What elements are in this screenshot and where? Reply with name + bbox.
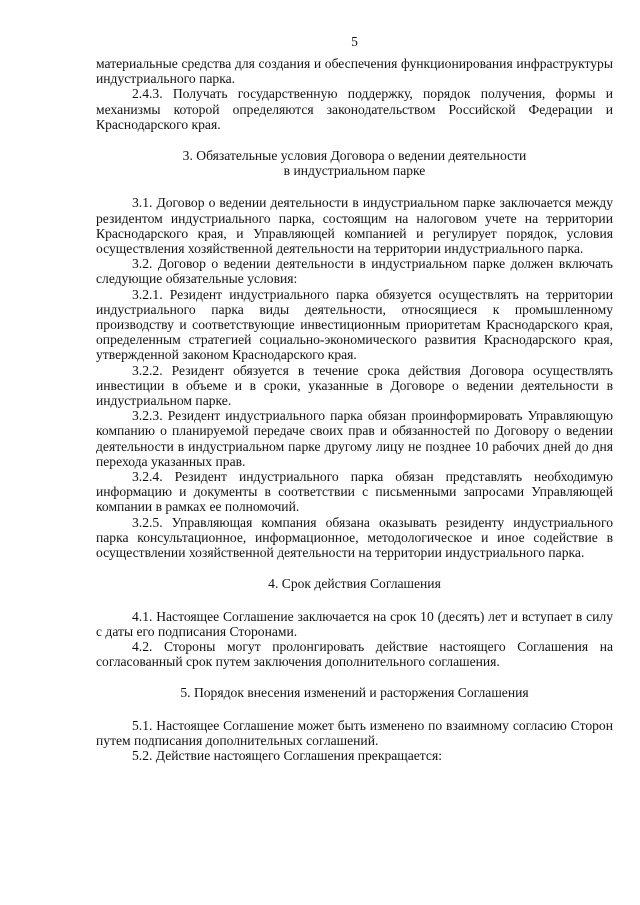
- paragraph-3-2-1: 3.2.1. Резидент индустриального парка обязуется осуществлять на территории индустриального парка виды деятельности, относящиеся к промышленному производству и соответствующие инвестиционным приоритетам Краснодарского края, определенным стратегией социально-экономического развития Краснодарского края, утвержденной законом Краснодарского края.: [96, 286, 613, 363]
- paragraph-3-2-5: 3.2.5. Управляющая компания обязана оказывать резиденту индустриального парка консультационное, информационное, методологическое и иное содействие в осуществлении хозяйственной деятельности на территории индустриального парка.: [96, 514, 613, 561]
- paragraph-3-2-3: 3.2.3. Резидент индустриального парка обязан проинформировать Управляющую компанию о планируемой передаче своих прав и обязанностей по Договору о ведении деятельности в индустриальном парке другому лицу не позднее 10 рабочих дней до дня перехода указанных прав.: [96, 408, 613, 469]
- paragraph-3-2-2: 3.2.2. Резидент обязуется в течение срока действия Договора осуществлять инвестиции в объеме и в сроки, указанные в Договоре о ведении деятельности в индустриальном парке.: [96, 362, 613, 409]
- page-number: 5: [351, 34, 358, 49]
- paragraph-continuation: материальные средства для создания и обеспечения функционирования инфраструктуры индустриального парка.: [96, 56, 613, 87]
- paragraph-3-2: 3.2. Договор о ведении деятельности в индустриальном парке должен включать следующие обязательные условия:: [96, 256, 613, 287]
- section-3-heading: [96, 148, 613, 178]
- section-4-heading: 4. Срок действия Соглашения: [268, 576, 441, 592]
- paragraph-4-1: 4.1. Настоящее Соглашение заключается на срок 10 (десять) лет и вступает в силу с даты его подписания Сторонами.: [96, 608, 613, 639]
- paragraph-4-2: 4.2. Стороны могут пролонгировать действие настоящего Соглашения на согласованный срок путем заключения дополнительного соглашения.: [96, 638, 613, 670]
- paragraph-2-4-3: 2.4.3. Получать государственную поддержку, порядок получения, формы и механизмы которой определяются законодательством Российской Федерации и Краснодарского края.: [96, 86, 613, 132]
- spacer: [96, 669, 613, 685]
- spacer: [96, 560, 613, 576]
- section-5-heading: 5. Порядок внесения изменений и расторжения Соглашения: [180, 685, 529, 701]
- paragraph-3-1: 3.1. Договор о ведении деятельности в индустриальном парке заключается между резидентом индустриального парка, состоящим на налоговом учете на территории Краснодарского края, и Управляющей компанией и регулирует порядок, условия осуществления хозяйственной деятельности на территории индустриального парка.: [96, 195, 613, 257]
- paragraph-5-2: 5.2. Действие настоящего Соглашения прекращается:: [132, 747, 442, 763]
- paragraph-5-1: 5.1. Настоящее Соглашение может быть изменено по взаимному согласию Сторон путем подписания дополнительных соглашений.: [96, 717, 613, 748]
- spacer: [96, 178, 613, 195]
- spacer: [96, 592, 613, 609]
- section-3-heading-line2: в индустриальном парке: [283, 163, 426, 179]
- paragraph-3-2-4: 3.2.4. Резидент индустриального парка обязан представлять необходимую информацию и документы в соответствии с письменными запросами Управляющей компании в рамках ее полномочий.: [96, 469, 613, 515]
- section-3-heading-line1: 3. Обязательные условия Договора о ведении деятельности: [182, 148, 527, 164]
- spacer: [96, 132, 613, 148]
- spacer: [96, 701, 613, 718]
